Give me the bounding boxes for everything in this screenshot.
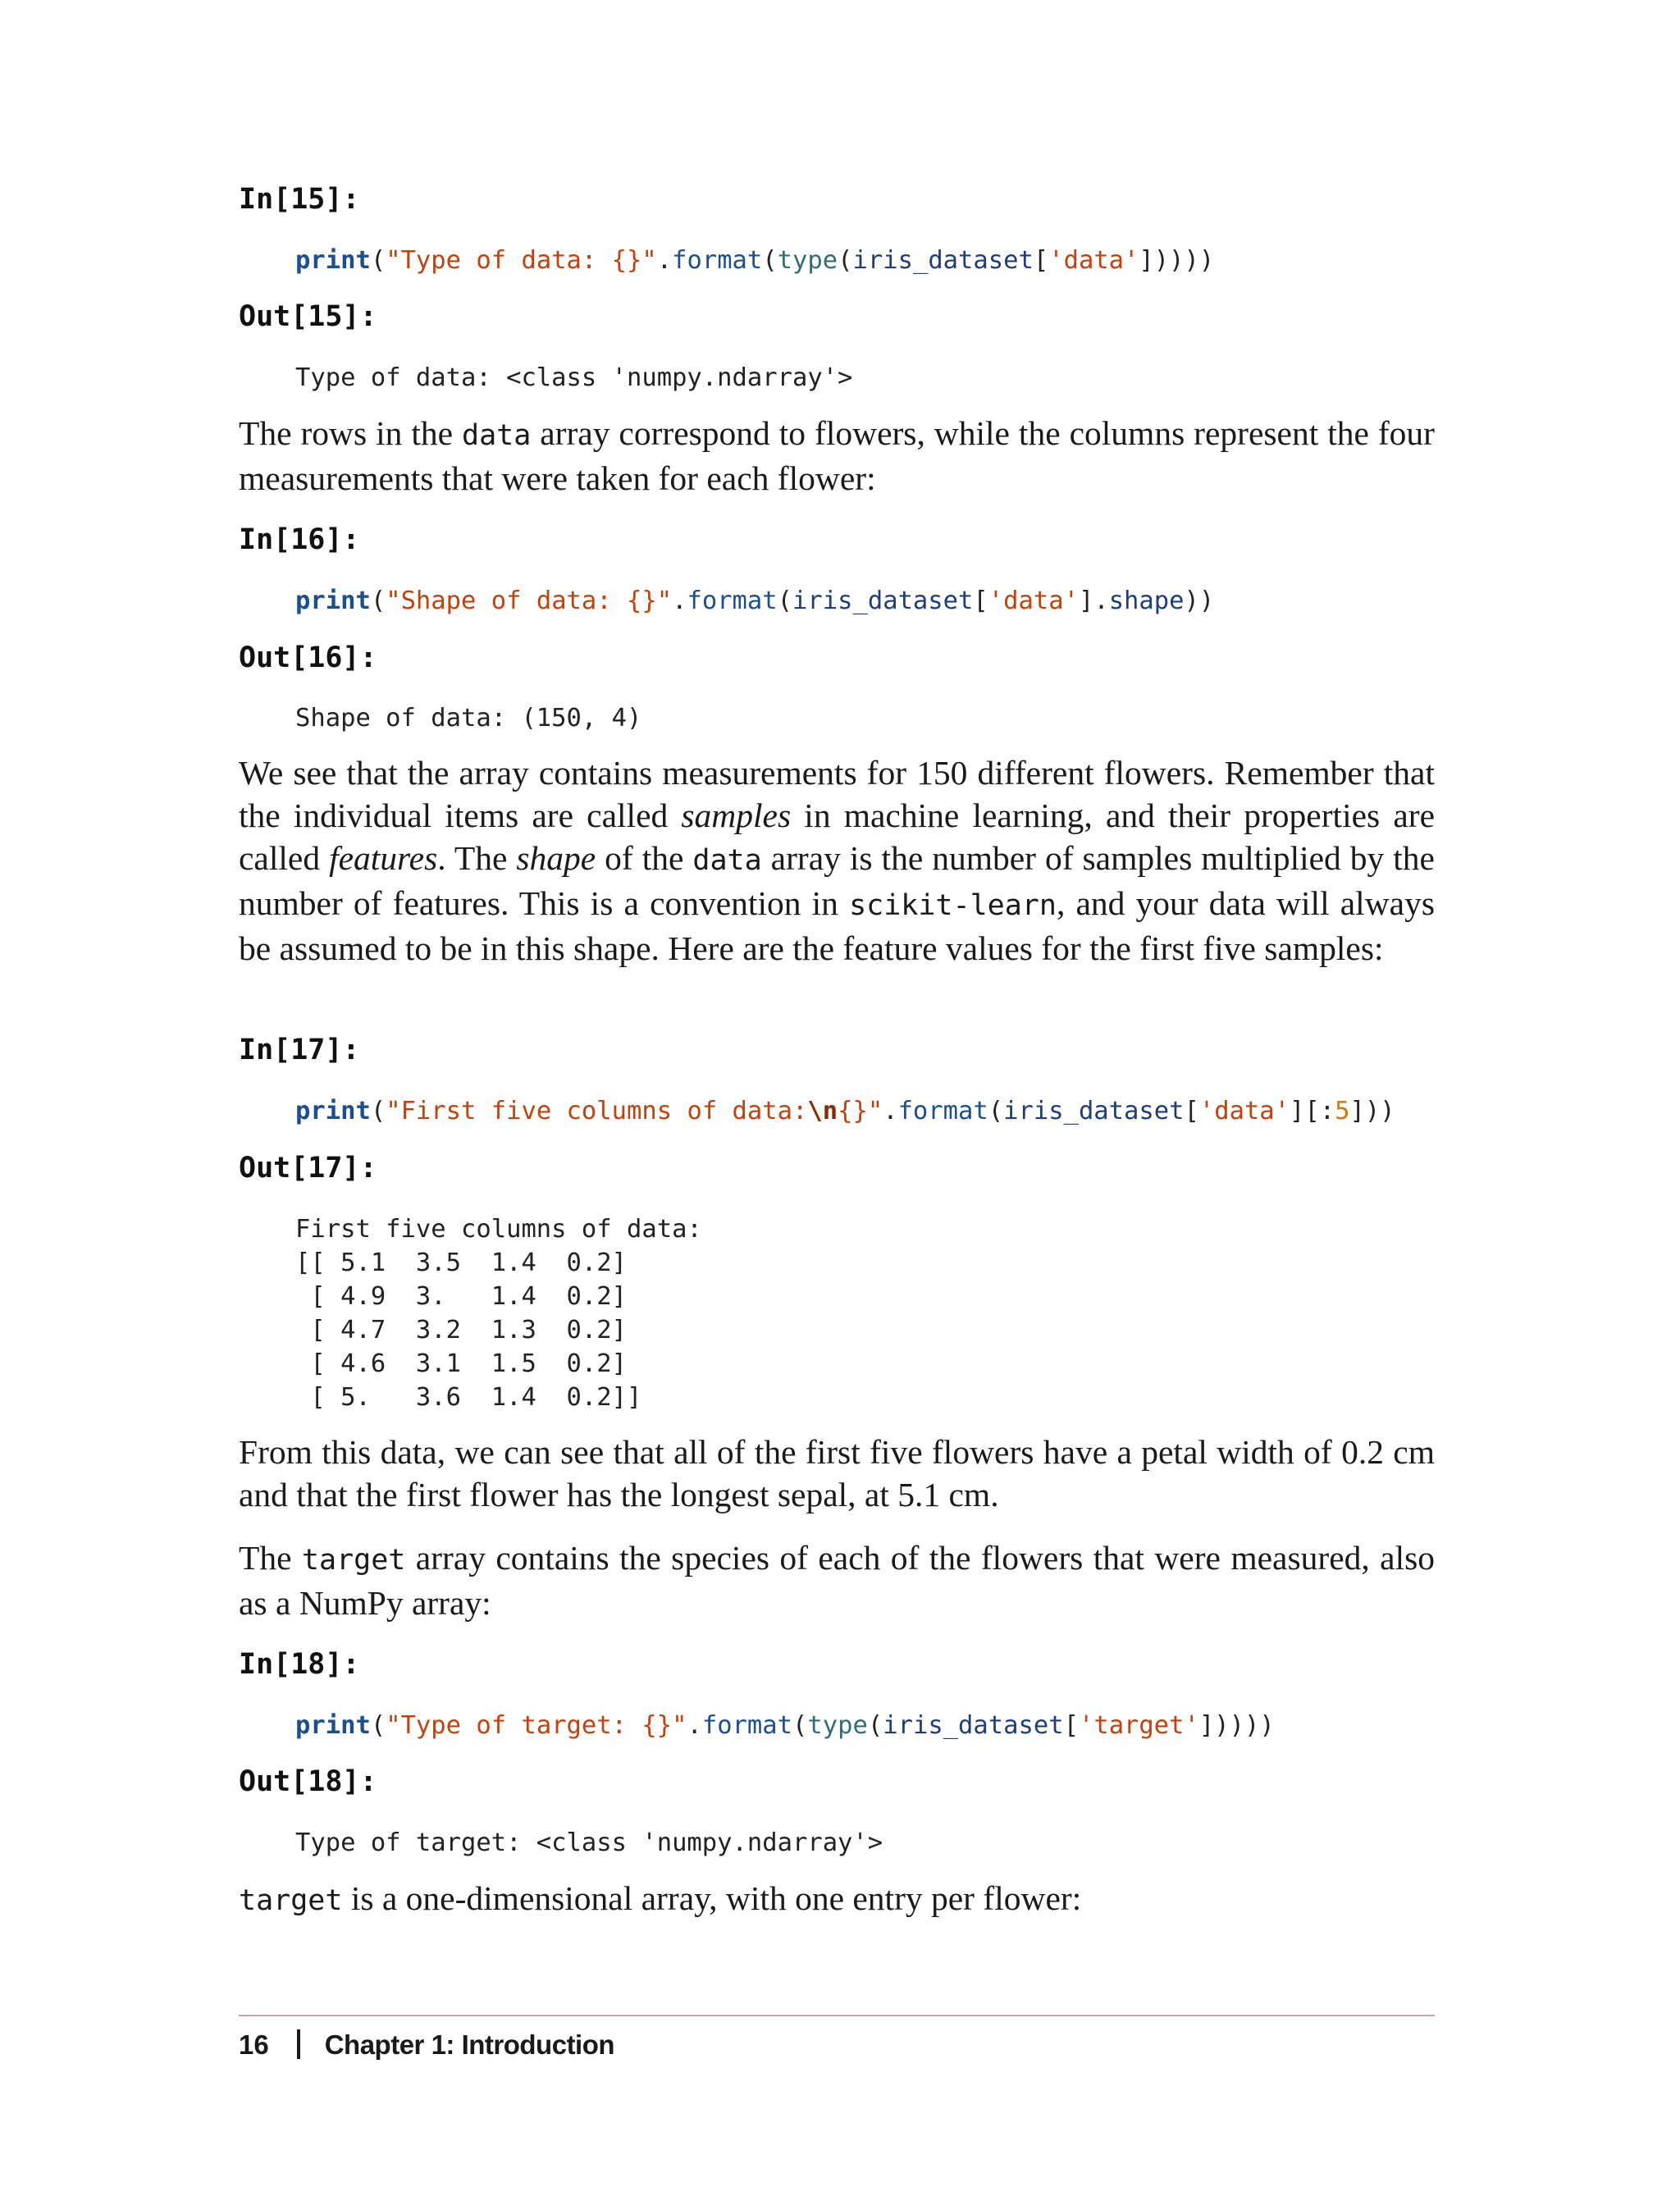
output-prompt-17: Out[17]: [239, 1152, 377, 1185]
input-prompt-17: In[17]: [239, 1034, 360, 1066]
output-text-15: Type of data: <class 'numpy.ndarray'> [295, 363, 853, 392]
output-prompt-18: Out[18]: [239, 1765, 377, 1798]
input-prompt-18: In[18]: [239, 1648, 360, 1681]
paragraph-samples-features: We see that the array contains measurements for 150 different flowers. Remember that the individual items are called samples in machine learning, and their properties are called features. The shape of the data array is the number of samples multiplied by the number of features. This is a convention in scikit-learn, and your data will always be assumed to be in this shape. Here are the feature values for the first five samples: [239, 754, 1435, 967]
output-line: [ 4.7 3.2 1.3 0.2] [295, 1316, 627, 1344]
output-text-18: Type of target: <class 'numpy.ndarray'> [295, 1828, 883, 1857]
footer-rule [239, 2015, 1435, 2016]
page-footer [239, 2026, 614, 2064]
code-line-17: print("First five columns of data:\n{}".format(iris_dataset['data'][:5])) [295, 1097, 1395, 1125]
output-line: First five columns of data: [295, 1215, 702, 1244]
code-line-18: print("Type of target: {}".format(type(iris_dataset['target'])))) [295, 1711, 1275, 1740]
input-prompt-16: In[16]: [239, 523, 360, 556]
input-prompt-15: In[15]: [239, 183, 360, 216]
output-text-16: Shape of data: (150, 4) [295, 704, 642, 733]
page-number: 16 [239, 2029, 269, 2060]
output-line: [[ 5.1 3.5 1.4 0.2] [295, 1249, 627, 1277]
paragraph-petal-width: From this data, we can see that all of the first five flowers have a petal width of 0.2 cm and that the first flower has the longest sepal, at 5.1 cm. [239, 1433, 1435, 1513]
paragraph-target-one-dimensional: target is a one-dimensional array, with one entry per flower: [239, 1879, 1082, 1917]
output-line: [ 4.6 3.1 1.5 0.2] [295, 1349, 627, 1378]
chapter-title: Chapter 1: Introduction [324, 2029, 615, 2060]
output-line: [ 5. 3.6 1.4 0.2]] [295, 1383, 642, 1412]
code-line-16: print("Shape of data: {}".format(iris_dataset['data'].shape)) [295, 587, 1215, 615]
output-prompt-16: Out[16]: [239, 641, 377, 674]
paragraph-target-array: The target array contains the species of each of the flowers that were measured, also as a NumPy array: [239, 1539, 1435, 1622]
output-line: [ 4.9 3. 1.4 0.2] [295, 1282, 627, 1311]
output-block-17 [295, 1212, 702, 1414]
paragraph-rows-columns: The rows in the data array correspond to flowers, while the columns represent the four measurements that were taken for each flower: [239, 414, 1435, 497]
code-line-15: print("Type of data: {}".format(type(iris_dataset['data'])))) [295, 246, 1215, 275]
output-prompt-15: Out[15]: [239, 300, 377, 333]
footer-separator [297, 2029, 300, 2059]
